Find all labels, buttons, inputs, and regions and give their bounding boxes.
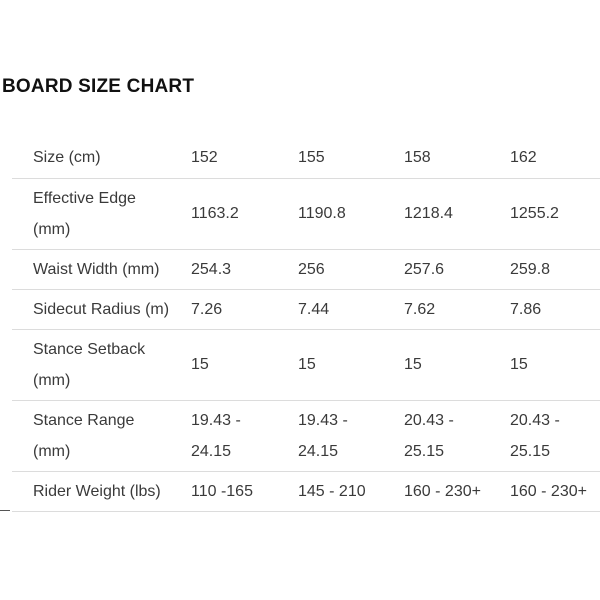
table-cell: 160 - 230+ — [404, 482, 481, 500]
table-cell: 19.43 - 24.15 — [191, 411, 241, 460]
row-label: Effective Edge (mm) — [33, 189, 136, 238]
table-cell: 152 — [191, 149, 218, 167]
table-cell: 162 — [510, 149, 537, 167]
table-cell: 155 — [298, 149, 325, 167]
table-cell: 20.43 - 25.15 — [510, 411, 560, 460]
row-label: Rider Weight (lbs) — [33, 482, 161, 500]
edge-divider — [0, 510, 10, 511]
table-cell: 15 — [510, 356, 528, 373]
table-cell: 7.26 — [191, 300, 223, 318]
table-cell: 259.8 — [510, 260, 551, 278]
row-label: Stance Range (mm) — [33, 411, 135, 460]
table-cell: 15 — [191, 356, 209, 373]
table-cell: 15 — [404, 356, 422, 373]
table-row-size — [12, 138, 600, 178]
board-size-table — [12, 138, 600, 512]
table-row-stance-range — [12, 400, 600, 471]
table-cell: 257.6 — [404, 260, 445, 278]
table-row-waist-width — [12, 249, 600, 289]
table-cell: 7.86 — [510, 300, 542, 318]
table-row-stance-setback — [12, 329, 600, 400]
table-row-effective-edge — [12, 178, 600, 249]
table-cell: 19.43 - 24.15 — [298, 411, 348, 460]
table-cell: 145 - 210 — [298, 482, 366, 500]
table-cell: 7.62 — [404, 300, 436, 318]
row-label: Waist Width (mm) — [33, 260, 160, 278]
table-cell: 15 — [298, 356, 316, 373]
table-cell: 256 — [298, 260, 325, 278]
table-cell: 20.43 - 25.15 — [404, 411, 454, 460]
table-cell: 160 - 230+ — [510, 482, 587, 500]
table-cell: 1218.4 — [404, 205, 453, 222]
table-row-sidecut-radius — [12, 289, 600, 329]
table-cell: 1163.2 — [191, 205, 239, 222]
table-cell: 254.3 — [191, 260, 232, 278]
row-label: Sidecut Radius (m) — [33, 300, 170, 318]
table-cell: 1255.2 — [510, 205, 559, 222]
page-title: BOARD SIZE CHART — [2, 76, 195, 97]
row-label: Size (cm) — [33, 149, 101, 167]
table-row-rider-weight — [12, 471, 600, 511]
table-cell: 1190.8 — [298, 205, 346, 222]
table-cell: 110 -165 — [191, 482, 253, 500]
table-cell: 158 — [404, 149, 431, 167]
row-label: Stance Setback (mm) — [33, 340, 146, 389]
table-cell: 7.44 — [298, 300, 330, 318]
